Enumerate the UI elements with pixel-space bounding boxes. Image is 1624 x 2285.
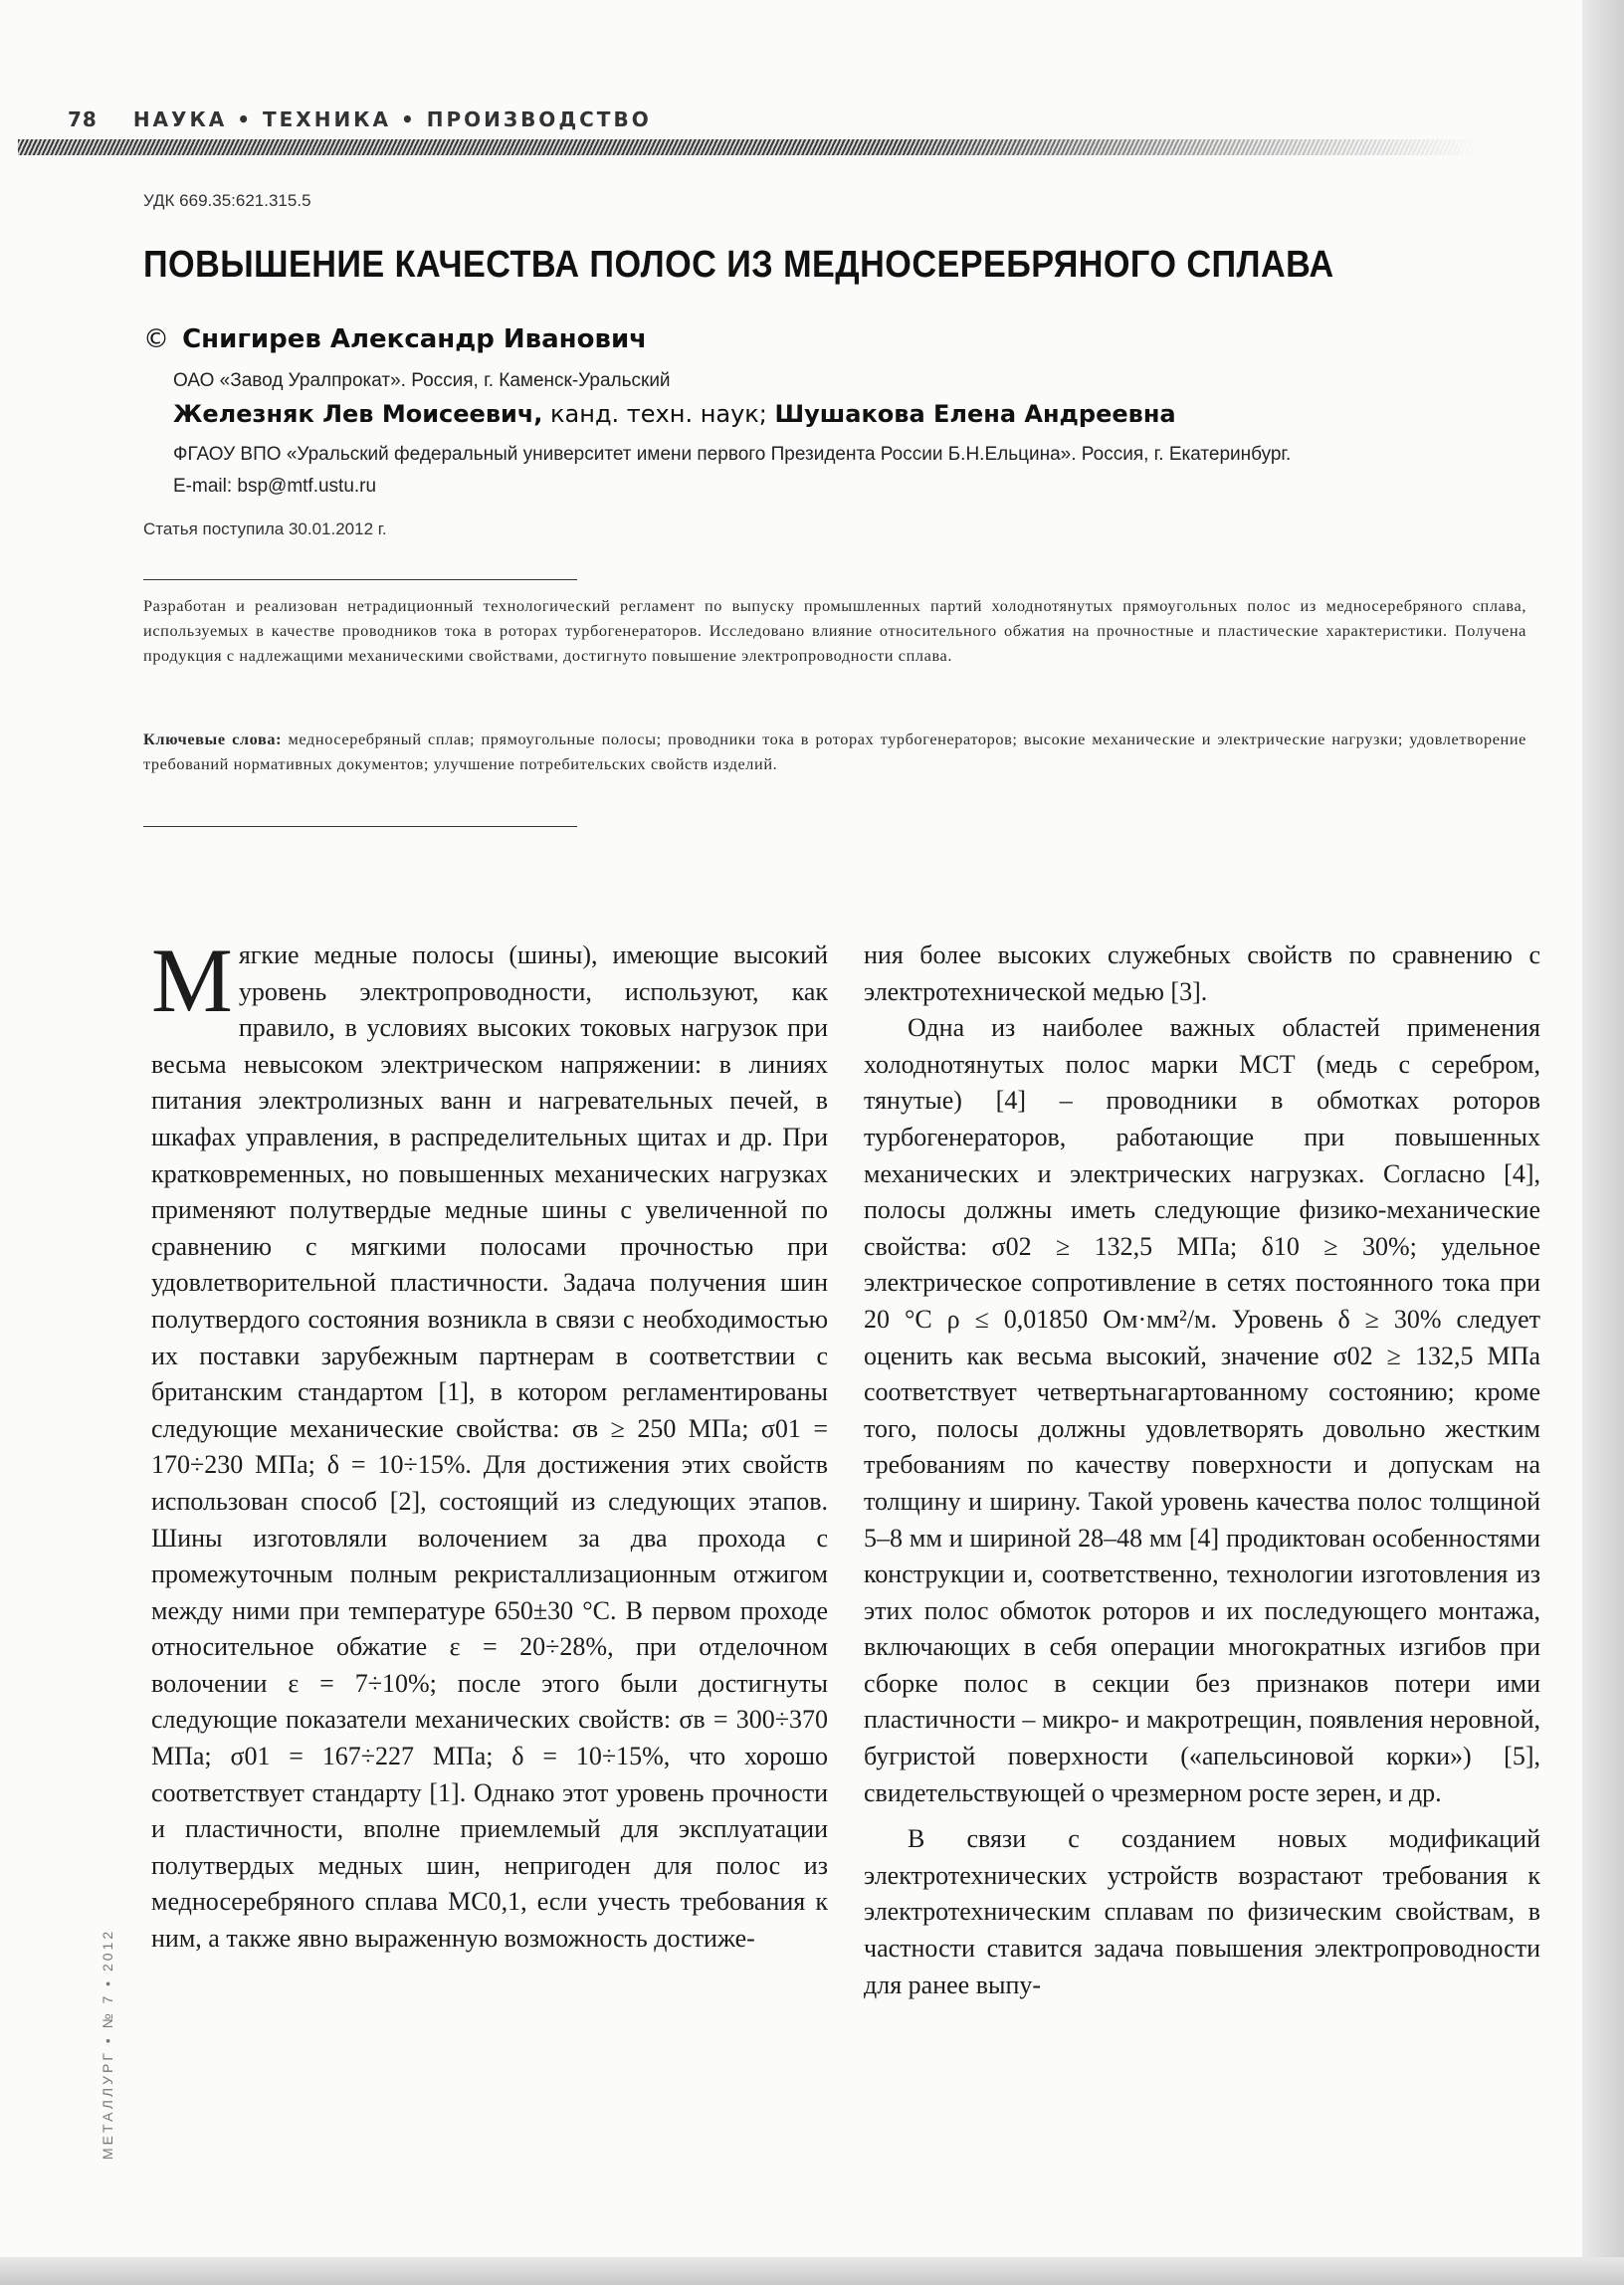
body-paragraph: ния более высоких служебных свойств по сравнению с электротехнической медью [3].: [864, 940, 1540, 1006]
author-name: Шушакова Елена Андреевна: [774, 400, 1176, 428]
contact-email: E-mail: bsp@mtf.ustu.ru: [173, 476, 377, 497]
udk-code: УДК 669.35:621.315.5: [143, 191, 311, 210]
article-title: ПОВЫШЕНИЕ КАЧЕСТВА ПОЛОС ИЗ МЕДНОСЕРЕБРЯНОГО СПЛАВА: [143, 244, 1334, 286]
author-name: Железняк Лев Моисеевич,: [173, 400, 543, 428]
body-column-right: [864, 937, 1540, 2003]
scan-bottom-shadow: [0, 2257, 1624, 2285]
author-line-1: [143, 324, 647, 354]
abstract-top-rule: [143, 579, 577, 580]
affiliation-1: ОАО «Завод Уралпрокат». Россия, г. Каменск-Уральский: [173, 370, 671, 391]
body-column-left: [151, 930, 828, 1958]
running-title: НАУКА • ТЕХНИКА • ПРОИЗВОДСТВО: [132, 107, 652, 131]
running-header: [68, 107, 1540, 131]
keywords-label: Ключевые слова:: [143, 729, 283, 748]
keywords: [143, 727, 1526, 776]
scan-right-shadow: [1582, 0, 1624, 2285]
keywords-text: медносеребряный сплав; прямоугольные полосы; проводники тока в роторах турбогенераторов; высокие механические и электрические нагрузки; удовлетворение требований нормативных документов; улучшение потребительских свойств изделий.: [143, 729, 1526, 773]
received-date: Статья поступила 30.01.2012 г.: [143, 519, 387, 538]
body-paragraph: В связи с созданием новых модификаций электротехнических устройств возрастают требования к электротехническим сплавам по физическим свойствам, в частности ставится задача повышения электропроводности для ранее выпу-: [864, 1824, 1540, 1999]
body-paragraph: Одна из наиболее важных областей применения холоднотянутых полос марки МСТ (медь с серебром, тянутые) [4] – проводники в обмотках роторов турбогенераторов, работающие при повышенных механических и электрических нагрузках. Согласно [4], полосы должны иметь следующие физико-механические свойства: σ02 ≥ 132,5 МПа; δ10 ≥ 30%; удельное электрическое сопротивление в сетях постоянного тока при 20 °С ρ ≤ 0,01850 Ом·мм²/м. Уровень δ ≥ 30% следует оценить как весьма высокий, значение σ02 ≥ 132,5 МПа соответствует четвертьнагартованному состоянию; кроме того, полосы должны удовлетворять довольно жестким требованиям по качеству поверхности и допускам на толщину и ширину. Такой уровень качества полос толщиной 5–8 мм и шириной 28–48 мм [4] продиктован особенностями конструкции и, соответственно, технологии изготовления из этих полос обмоток роторов и их последующего монтажа, включающих в себя операции многократных изгибов при сборке полос в секции без признаков потери ими пластичности – микро- и макротрещин, появления неровной, бугристой поверхности («апельсиновой корки») [5], свидетельствующей о чрезмерном росте зерен, и др.: [864, 1013, 1540, 1807]
abstract: Разработан и реализован нетрадиционный технологический регламент по выпуску промышленных партий холоднотянутых прямоугольных полос из медносеребряного сплава, используемых в качестве проводников тока в роторах турбогенераторов. Исследовано влияние относительного обжатия на прочностные и пластические характеристики. Получена продукция с надлежащими механическими свойствами, достигнуто повышение электропроводности сплава.: [143, 596, 1526, 665]
affiliation-2: ФГАОУ ВПО «Уральский федеральный университет имени первого Президента России Б.Н.Ельцина». Россия, г. Екатеринбург.: [173, 444, 1292, 465]
page-number: 78: [68, 107, 98, 131]
drop-cap: М: [151, 930, 233, 1031]
author-name: Снигирев Александр Иванович: [182, 324, 648, 354]
journal-side-label: МЕТАЛЛУРГ • № 7 • 2012: [100, 1928, 115, 2160]
author-degree: канд. техн. наук;: [542, 400, 775, 428]
paragraph-text: ягкие медные полосы (шины), имеющие высокий уровень электропроводности, используют, как правило, в условиях высоких токовых нагрузок при весьма невысоком электрическом напряжении: в линиях питания электролизных ванн и нагревательных печей, в шкафах управления, в распределительных щитах и др. При кратковременных, но повышенных механических нагрузках применяют полутвердые медные шины с увеличенной по сравнению с мягкими полосами прочностью при удовлетворительной пластичности. Задача получения шин полутвердого состояния возникла в связи с необходимостью их поставки зарубежным партнерам в соответствии с британским стандартом [1], в котором регламентированы следующие механические свойства: σв ≥ 250 МПа; σ01 = 170÷230 МПа; δ = 10÷15%. Для достижения этих свойств использован способ [2], состоящий из следующих этапов. Шины изготовляли волочением за два прохода с промежуточным полным рекристаллизационным отжигом между ними при температуре 650±30 °С. В первом проходе относительное обжатие ε = 20÷28%, при отделочном волочении ε = 7÷10%; после этого были достигнуты следующие показатели механических свойств: σв = 300÷370 МПа; σ01 = 167÷227 МПа; δ = 10÷15%, что хорошо соответствует стандарту [1]. Однако этот уровень прочности и пластичности, вполне приемлемый для эксплуатации полутвердых медных шин, непригоден для полос из медносеребряного сплава МС0,1, если учесть требования к ним, а также явно выраженную возможность достиже-: [151, 940, 828, 1954]
copyright-mark: ©: [143, 324, 169, 354]
body-paragraph: [151, 930, 828, 1958]
header-hatch-rule: [18, 139, 1481, 155]
abstract-bottom-rule: [143, 826, 577, 827]
author-line-2: [173, 400, 1176, 428]
